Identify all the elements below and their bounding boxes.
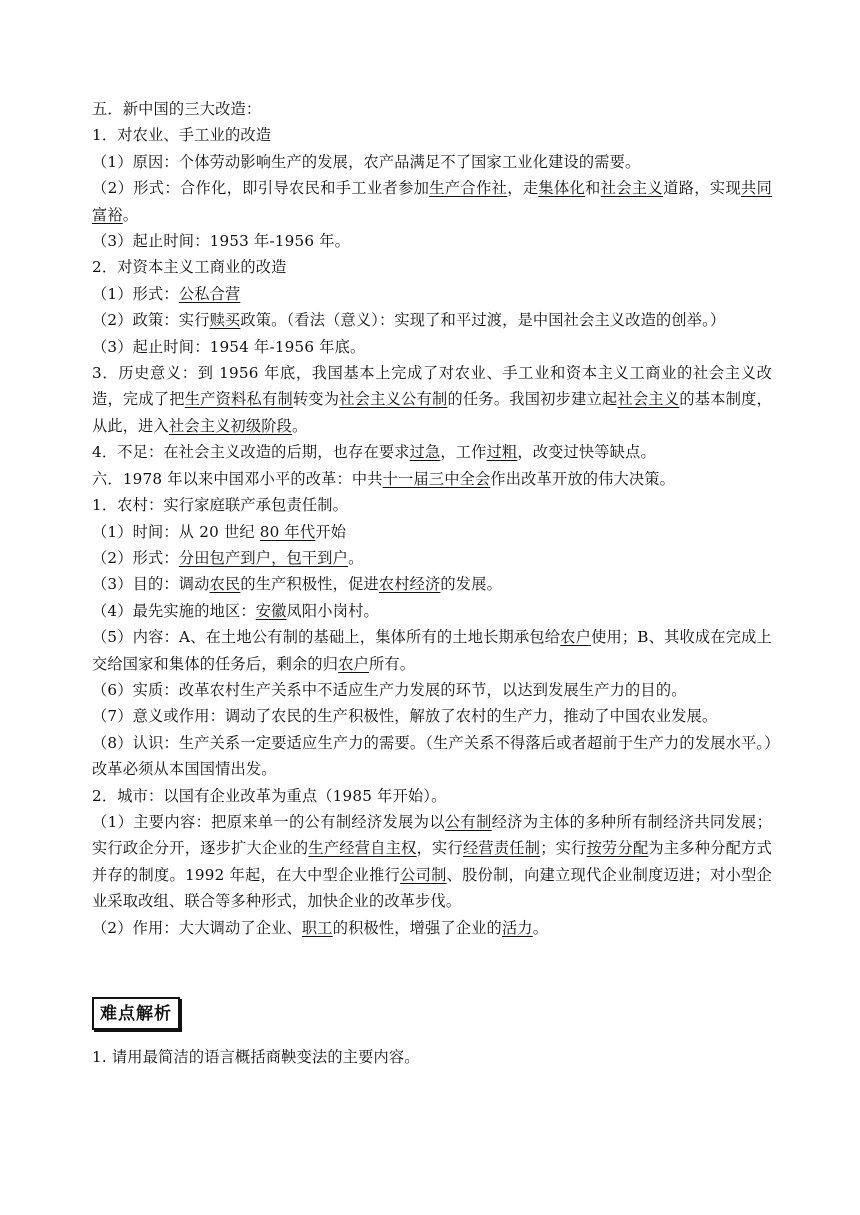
underlined-term: 社会主义初级阶段: [168, 416, 293, 435]
paragraph-effect: （2）作用：大大调动了企业、职工的积极性，增强了企业的活力。: [92, 918, 549, 937]
underlined-term: 赎买: [209, 311, 241, 330]
underlined-term: 社会主义: [600, 179, 664, 198]
paragraph-historical-significance: 3．历史意义：到 1956 年底，我国基本上完成了对农业、手工业和资本主义工商业的社会主义改造，完成了把生产资料私有制转变为社会主义公有制的任务。我国初步建立起社会主义的基本制度，从此，进入社会主义初级阶段。: [92, 364, 772, 435]
paragraph-shortcomings: 4．不足：在社会主义改造的后期，也存在要求过急，工作过粗，改变过快等缺点。: [92, 443, 656, 462]
underlined-term: 农户: [338, 654, 369, 673]
underlined-term: 分田包产到户，包干到户: [178, 548, 349, 567]
paragraph-understanding: （8）认识：生产关系一定要适应生产力的需要。（生产关系不得落后或者超前于生产力的发展水平。）改革必须从本国国情出发。: [92, 733, 772, 779]
spacer: [92, 1030, 772, 1044]
underlined-term: 农民: [209, 575, 241, 594]
subheading-capitalist-reform: 2．对资本主义工商业的改造: [92, 258, 287, 277]
underlined-term: 经营责任制: [462, 839, 541, 858]
underlined-term: 生产合作社: [429, 179, 508, 198]
subheading-rural-reform: 1．农村：实行家庭联产承包责任制。: [92, 496, 349, 515]
subheading-urban-reform: 2．城市：以国有企业改革为重点（1985 年开始）。: [92, 786, 447, 805]
underlined-term: 过急: [409, 443, 441, 462]
heading-six: 六．1978 年以来中国邓小平的改革：中共十一届三中全会作出改革开放的伟大决策。: [92, 469, 676, 488]
paragraph-period-2: （3）起止时间：1954 年-1956 年底。: [92, 337, 366, 356]
underlined-term: 农村经济: [378, 575, 441, 594]
underlined-term: 生产经营自主权: [308, 839, 417, 858]
underlined-term: 按劳分配: [586, 839, 649, 858]
paragraph-essence: （6）实质：改革农村生产关系中不适应生产力发展的环节，以达到发展生产力的目的。: [92, 680, 687, 699]
underlined-term: 十一届三中全会: [382, 469, 491, 488]
paragraph-time: （1）时间：从 20 世纪 80 年代开始: [92, 522, 347, 541]
underlined-term: 职工: [301, 918, 333, 937]
underlined-term: 社会主义: [617, 390, 680, 409]
heading-five: 五．新中国的三大改造：: [92, 100, 262, 118]
underlined-term: 社会主义公有制: [339, 390, 448, 409]
document-body: [92, 96, 772, 1070]
underlined-term: 共同富裕: [92, 179, 773, 224]
spacer: [92, 941, 772, 997]
underlined-term: 安徽: [255, 601, 287, 620]
underlined-term: 公私合营: [178, 284, 241, 303]
underlined-term: 过粗: [486, 443, 518, 462]
paragraph-content: （5）内容：A、在土地公有制的基础上，集体所有的土地长期承包给农户使用；B、其收成在完成上交给国家和集体的任务后，剩余的归农户所有。: [92, 628, 772, 673]
paragraph-form: （2）形式：合作化，即引导农民和手工业者参加生产合作社，走集体化和社会主义道路，实现共同富裕。: [92, 179, 773, 224]
paragraph-reason: （1）原因：个体劳动影响生产的发展，农产品满足不了国家工业化建设的需要。: [92, 152, 641, 171]
paragraph-policy: （2）政策：实行赎买政策。（看法（意义）：实现了和平过渡，是中国社会主义改造的创举。）: [92, 311, 726, 330]
underlined-term: 公有制: [444, 812, 492, 831]
underlined-term: 集体化: [538, 179, 586, 198]
underlined-term: 活力: [501, 918, 533, 937]
subheading-agriculture-reform: 1．对农业、手工业的改造: [92, 126, 272, 145]
paragraph-form-2: （1）形式：公私合营: [92, 284, 241, 303]
question-item: 1. 请用最简洁的语言概括商鞅变法的主要内容。: [92, 1048, 420, 1066]
underlined-term: 80 年代: [259, 522, 316, 541]
underlined-term: 农户: [560, 628, 592, 647]
paragraph-form-3: （2）形式：分田包产到户，包干到户。: [92, 548, 364, 567]
paragraph-main-content: （1）主要内容：把原来单一的公有制经济发展为以公有制经济为主体的多种所有制经济共同发展；实行政企分开，逐步扩大企业的生产经营自主权，实行经营责任制；实行按劳分配为主多种分配方式并存的制度。1992 年起，在大中型企业推行公司制、股份制，向建立现代企业制度迈进；对小型企业采取改组、联合等多种形式，加快企业的改革步伐。: [92, 812, 773, 911]
paragraph-period: （3）起止时间：1953 年-1956 年。: [92, 232, 351, 251]
paragraph-purpose: （3）目的：调动农民的生产积极性，促进农村经济的发展。: [92, 575, 502, 594]
paragraph-first-region: （4）最先实施的地区：安徽凤阳小岗村。: [92, 601, 379, 620]
paragraph-significance: （7）意义或作用：调动了农民的生产积极性，解放了农村的生产力，推动了中国农业发展。: [92, 707, 718, 726]
section-header: [92, 997, 772, 1030]
underlined-term: 公司制: [400, 865, 447, 884]
section-title-box: 难点解析: [92, 997, 180, 1030]
underlined-term: 生产资料私有制: [184, 390, 293, 409]
